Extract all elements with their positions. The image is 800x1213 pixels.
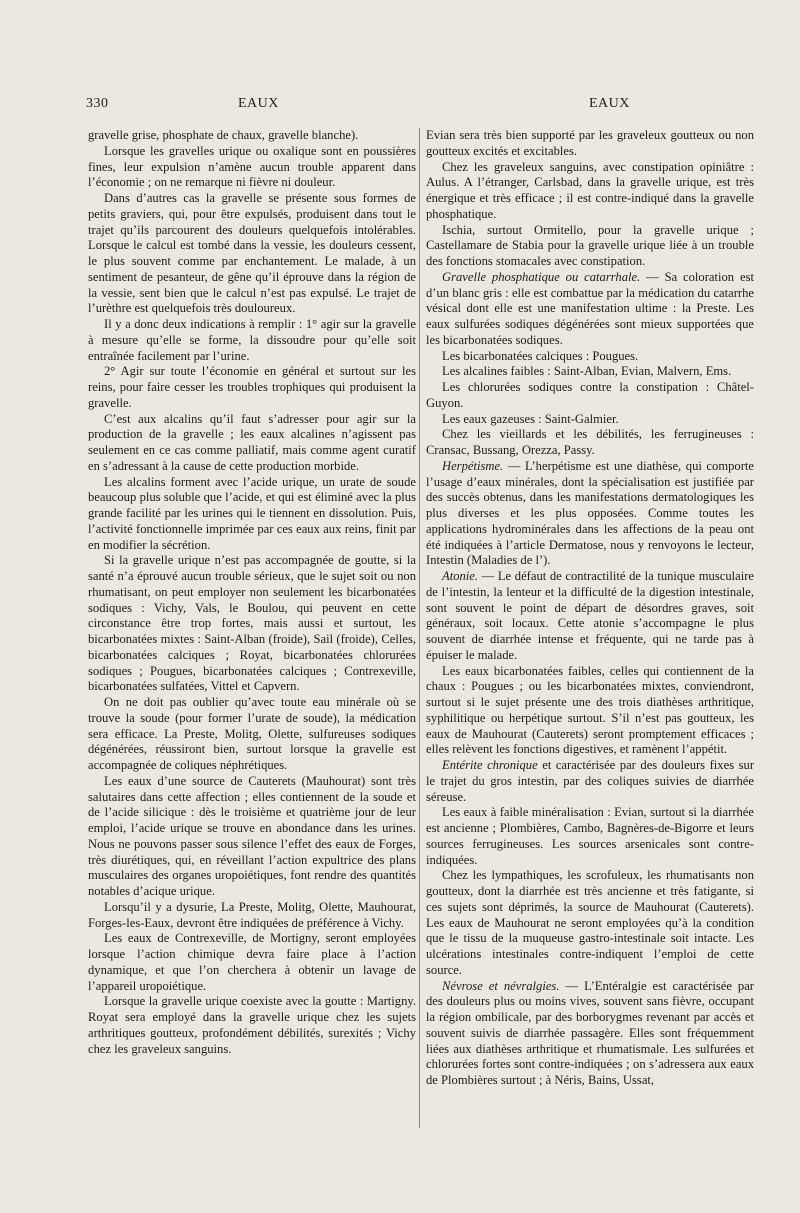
paragraph-text: gravelle grise, phosphate de chaux, gravelle blanche). [88,128,359,142]
paragraph-heading: Entérite chronique [442,758,538,772]
paragraph-text: Si la gravelle urique n’est pas accompagnée de goutte, si la santé n’a éprouvé aucun trouble sérieux, que le sujet soit ou non rhumatisant, on peut employer non seulement les bicarbonatées sodiques : Vichy, Vals, le Boulou, qui peuvent en cette circonstance être trop fortes, mais aussi et surtout, les bicarbonatées mixtes : Saint-Alban (froide), Sail (froide), Celles, bicarbonatées calciques ; Royat, bicarbonatées chlorurées sodiques ; Pougues, bicarbonatées calciques ; Contrexeville, bicarbonatées sulfatées, Vittel et Capvern. [88,553,416,694]
paragraph-text: — L’herpétisme est une diathèse, qui comporte l’usage d’eaux minérales, dont la spécialisation est justifiée par des succès obtenus, dans les manifestations dermatologiques les plus diverses et les plus opposées. Comme toutes les applications hydrominérales dans les affections de la peau ont été indiquées à l’article Dermatose, nous y renvoyons le lecteur, Intestin (Maladies de l’). [426,458,754,568]
paragraph [426,160,754,223]
paragraph [426,380,754,412]
paragraph [426,364,754,380]
paragraph [426,868,754,978]
paragraph [426,758,754,805]
paragraph [88,144,416,191]
paragraph-text: Les eaux de Contrexeville, de Mortigny, seront employées lorsque l’action chimique devra faire place à l’action dynamique, et que l’on cherchera à obtenir un lavage de l’appareil uropoiétique. [88,931,416,993]
paragraph [426,412,754,428]
paragraph [88,412,416,475]
right-running-title: EAUX [589,96,630,111]
paragraph [88,695,416,774]
column-divider [419,128,420,1128]
paragraph-text: Chez les vieillards et les débilités, les ferrugineuses : Cransac, Bussang, Orezza, Passy. [426,427,754,457]
paragraph-text: — Sa coloration est d’un blanc gris : elle est combattue par la médication du catarrhe vésical dont elle est une manifestation ultime : la Preste. Les eaux sulfurées sodiques dégénérées sont mieux supportées que les bicarbonatées sodiques. [426,269,754,347]
paragraph [88,128,416,144]
paragraph-text: Les chlorurées sodiques contre la constipation : Châtel-Guyon. [426,380,754,410]
paragraph-text: Les eaux gazeuses : Saint-Galmier. [442,411,619,426]
paragraph [88,994,416,1057]
left-text-column [88,128,416,1057]
paragraph-text: Lorsqu’il y a dysurie, La Preste, Molitg, Olette, Mauhourat, Forges-les-Eaux, devront être indiquées de préférence à Vichy. [88,899,416,930]
paragraph [426,427,754,459]
paragraph-heading: Herpétisme. [442,458,504,473]
paragraph-text: Les alcalines faibles : Saint-Alban, Evian, Malvern, Ems. [442,364,732,379]
paragraph-text: Evian sera très bien supporté par les graveleux goutteux ou non goutteux excités et excitables. [426,128,754,158]
paragraph [426,349,754,365]
paragraph [88,317,416,364]
paragraph-text: Lorsque la gravelle urique coexiste avec la goutte : Martigny. Royat sera employé dans la gravelle urique chez les sujets arthritiques goutteux, profondément débilités, surexités ; Vichy chez les graveleux sanguins. [88,994,416,1056]
paragraph [426,979,754,1089]
paragraph-text: Les eaux bicarbonatées faibles, celles qui contiennent de la chaux : Pougues ; ou les bicarbonatées mixtes, conviendront, surtout si le sujet présente une des trois diathèses arthritique, syphilitique ou herpétique surtout. S’il n’est pas goutteux, les eaux de Mauhourat (Cauterets) seront promptement efficaces ; elles relèvent les fonctions digestives, et ramènent l’appétit. [426,663,754,757]
paragraph-heading: Névrose et névralgies. [442,978,560,993]
running-header [86,96,760,120]
paragraph [88,774,416,900]
paragraph [426,270,754,349]
paragraph [88,475,416,554]
paragraph-text: Chez les graveleux sanguins, avec constipation opiniâtre : Aulus. A l’étranger, Carlsbad, dans la gravelle urique, est très énergique et très efficace ; il est contre-indiqué dans la gravelle phosphatique. [426,159,754,221]
paragraph [88,931,416,994]
right-text-column [426,128,754,1089]
paragraph-text: — L’Entéralgie est caractérisée par des douleurs plus ou moins vives, souvent sans fièvre, occupant la région ombilicale, par des borborygmes revenant par accès et souvent suivis de diarrhée passagère. Elles sont fréquemment liées aux diathèses arthritique et rhumatismale. Les sulfurées et chlorurées fortes sont contre-indiquées ; on s’adressera aux eaux de Plombières surtout ; à Néris, Bains, Ussat, [426,978,754,1087]
paragraph-text: Les bicarbonatées calciques : Pougues. [442,348,639,363]
paragraph-heading: Gravelle phosphatique ou catarrhale. [442,269,641,284]
page-number: 330 [86,96,109,111]
paragraph [426,569,754,664]
paragraph [88,191,416,317]
paragraph-text: 2° Agir sur toute l’économie en général et surtout sur les reins, pour faire cesser les troubles trophiques qui produisent la gravelle. [88,364,416,410]
paragraph [426,128,754,160]
left-running-title: EAUX [238,96,279,111]
paragraph [88,900,416,932]
paragraph-text: Ischia, surtout Ormitello, pour la gravelle urique ; Castellamare de Stabia pour la gravelle urique liée à un trouble des fonctions stomacales avec constipation. [426,222,754,268]
paragraph-text: Les eaux à faible minéralisation : Evian, surtout si la diarrhée est ancienne ; Plombières, Cambo, Bagnères-de-Bigorre et leurs sources ferrugineuses. Les sources arsenicales sont contre-indiquées. [426,805,754,867]
paragraph-text: et caractérisée par des douleurs fixes sur le trajet du gros intestin, par des coliques suivies de diarrhée séreuse. [426,758,755,804]
paragraph-text: Chez les lympathiques, les scrofuleux, les rhumatisants non goutteux, dont la diarrhée est très ancienne et très fatigante, si ces sujets sont déprimés, la source de Mauhourat (Cauterets). Les eaux de Mauhourat ne seront employées qu’à la condition que le tissu de la muqueuse gastro-intestinale soit intacte. Les ulcérations intestinales contre-indiquent l’emploi de cette source. [426,868,754,977]
paragraph-text: C’est aux alcalins qu’il faut s’adresser pour agir sur la production de la gravelle ; les eaux alcalines n’agissent pas seulement en ce cas comme palliatif, mais comme agent curatif en s’adressant à la cause de cette production morbide. [88,411,416,473]
paragraph-text: Lorsque les gravelles urique ou oxalique sont en poussières fines, leur expulsion n’amène aucun trouble apparent dans l’économie ; on ne remarque ni fièvre ni douleur. [88,143,416,190]
paragraph-text: Dans d’autres cas la gravelle se présente sous formes de petits graviers, qui, pour être expulsés, produisent dans tout le trajet qu’ils parcourent des douleurs quelquefois intolérables. Lorsque le calcul est tombé dans la vessie, les douleurs cessent, le plus souvent comme par enchantement. Le malade, à un sentiment de pesanteur, de gêne qu’il éprouve dans la région de la vessie, sent bien que le calcul n’est pas expulsé. Le trajet de l’urèthre est quelquefois très douloureux. [88,191,416,316]
paragraph-text: On ne doit pas oublier qu’avec toute eau minérale où se trouve la soude (pour former l’urate de soude), la médication sera efficace. La Preste, Molitg, Olette, sulfureuses sodiques dégénérées, réussiront bien, surtout lorsque la gravelle est accompagnée de coliques néphrétiques. [88,695,416,772]
paragraph [88,364,416,411]
paragraph-text: Les alcalins forment avec l’acide urique, un urate de soude beaucoup plus soluble que l’acide, et qui est éliminé avec la plus grande facilité par les urines qui le tiennent en dissolution. Puis, l’activité fonctionnelle imprimée par ces eaux aux reins, finit par en modifier la sécrétion. [88,474,416,552]
paragraph [426,805,754,868]
paragraph-text: — Le défaut de contractilité de la tunique musculaire de l’intestin, la lenteur et la difficulté de la digestion intestinale, sont souvent le point de départ de désordres graves, soit généraux, soit locaux. Cette atonie s’accompagne le plus souvent de diarrhée intense et fréquente, qui ne tarde pas à épuiser le malade. [426,569,754,662]
paragraph [426,223,754,270]
paragraph [426,664,754,759]
paragraph-text: Les eaux d’une source de Cauterets (Mauhourat) sont très salutaires dans cette affection ; elles contiennent de la soude et de l’acide silicique : dès le troisième et quatrième jour de leur emploi, l’acide urique se trouve en abondance dans les urines. Nous ne pouvons passer sous silence l’effet des eaux de Forges, très diurétiques, qui, en réveillant l’action expultrice des plans musculaires des organes uropoiétiques, font rendre des quantités notables d’acique urique. [88,773,416,898]
paragraph [88,553,416,695]
paragraph [426,459,754,569]
paragraph-heading: Atonie. [442,569,479,583]
paragraph-text: Il y a donc deux indications à remplir : 1° agir sur la gravelle à mesure qu’elle se forme, la dissoudre pour qu’elle soit entraînée facilement par l’urine. [88,317,416,363]
